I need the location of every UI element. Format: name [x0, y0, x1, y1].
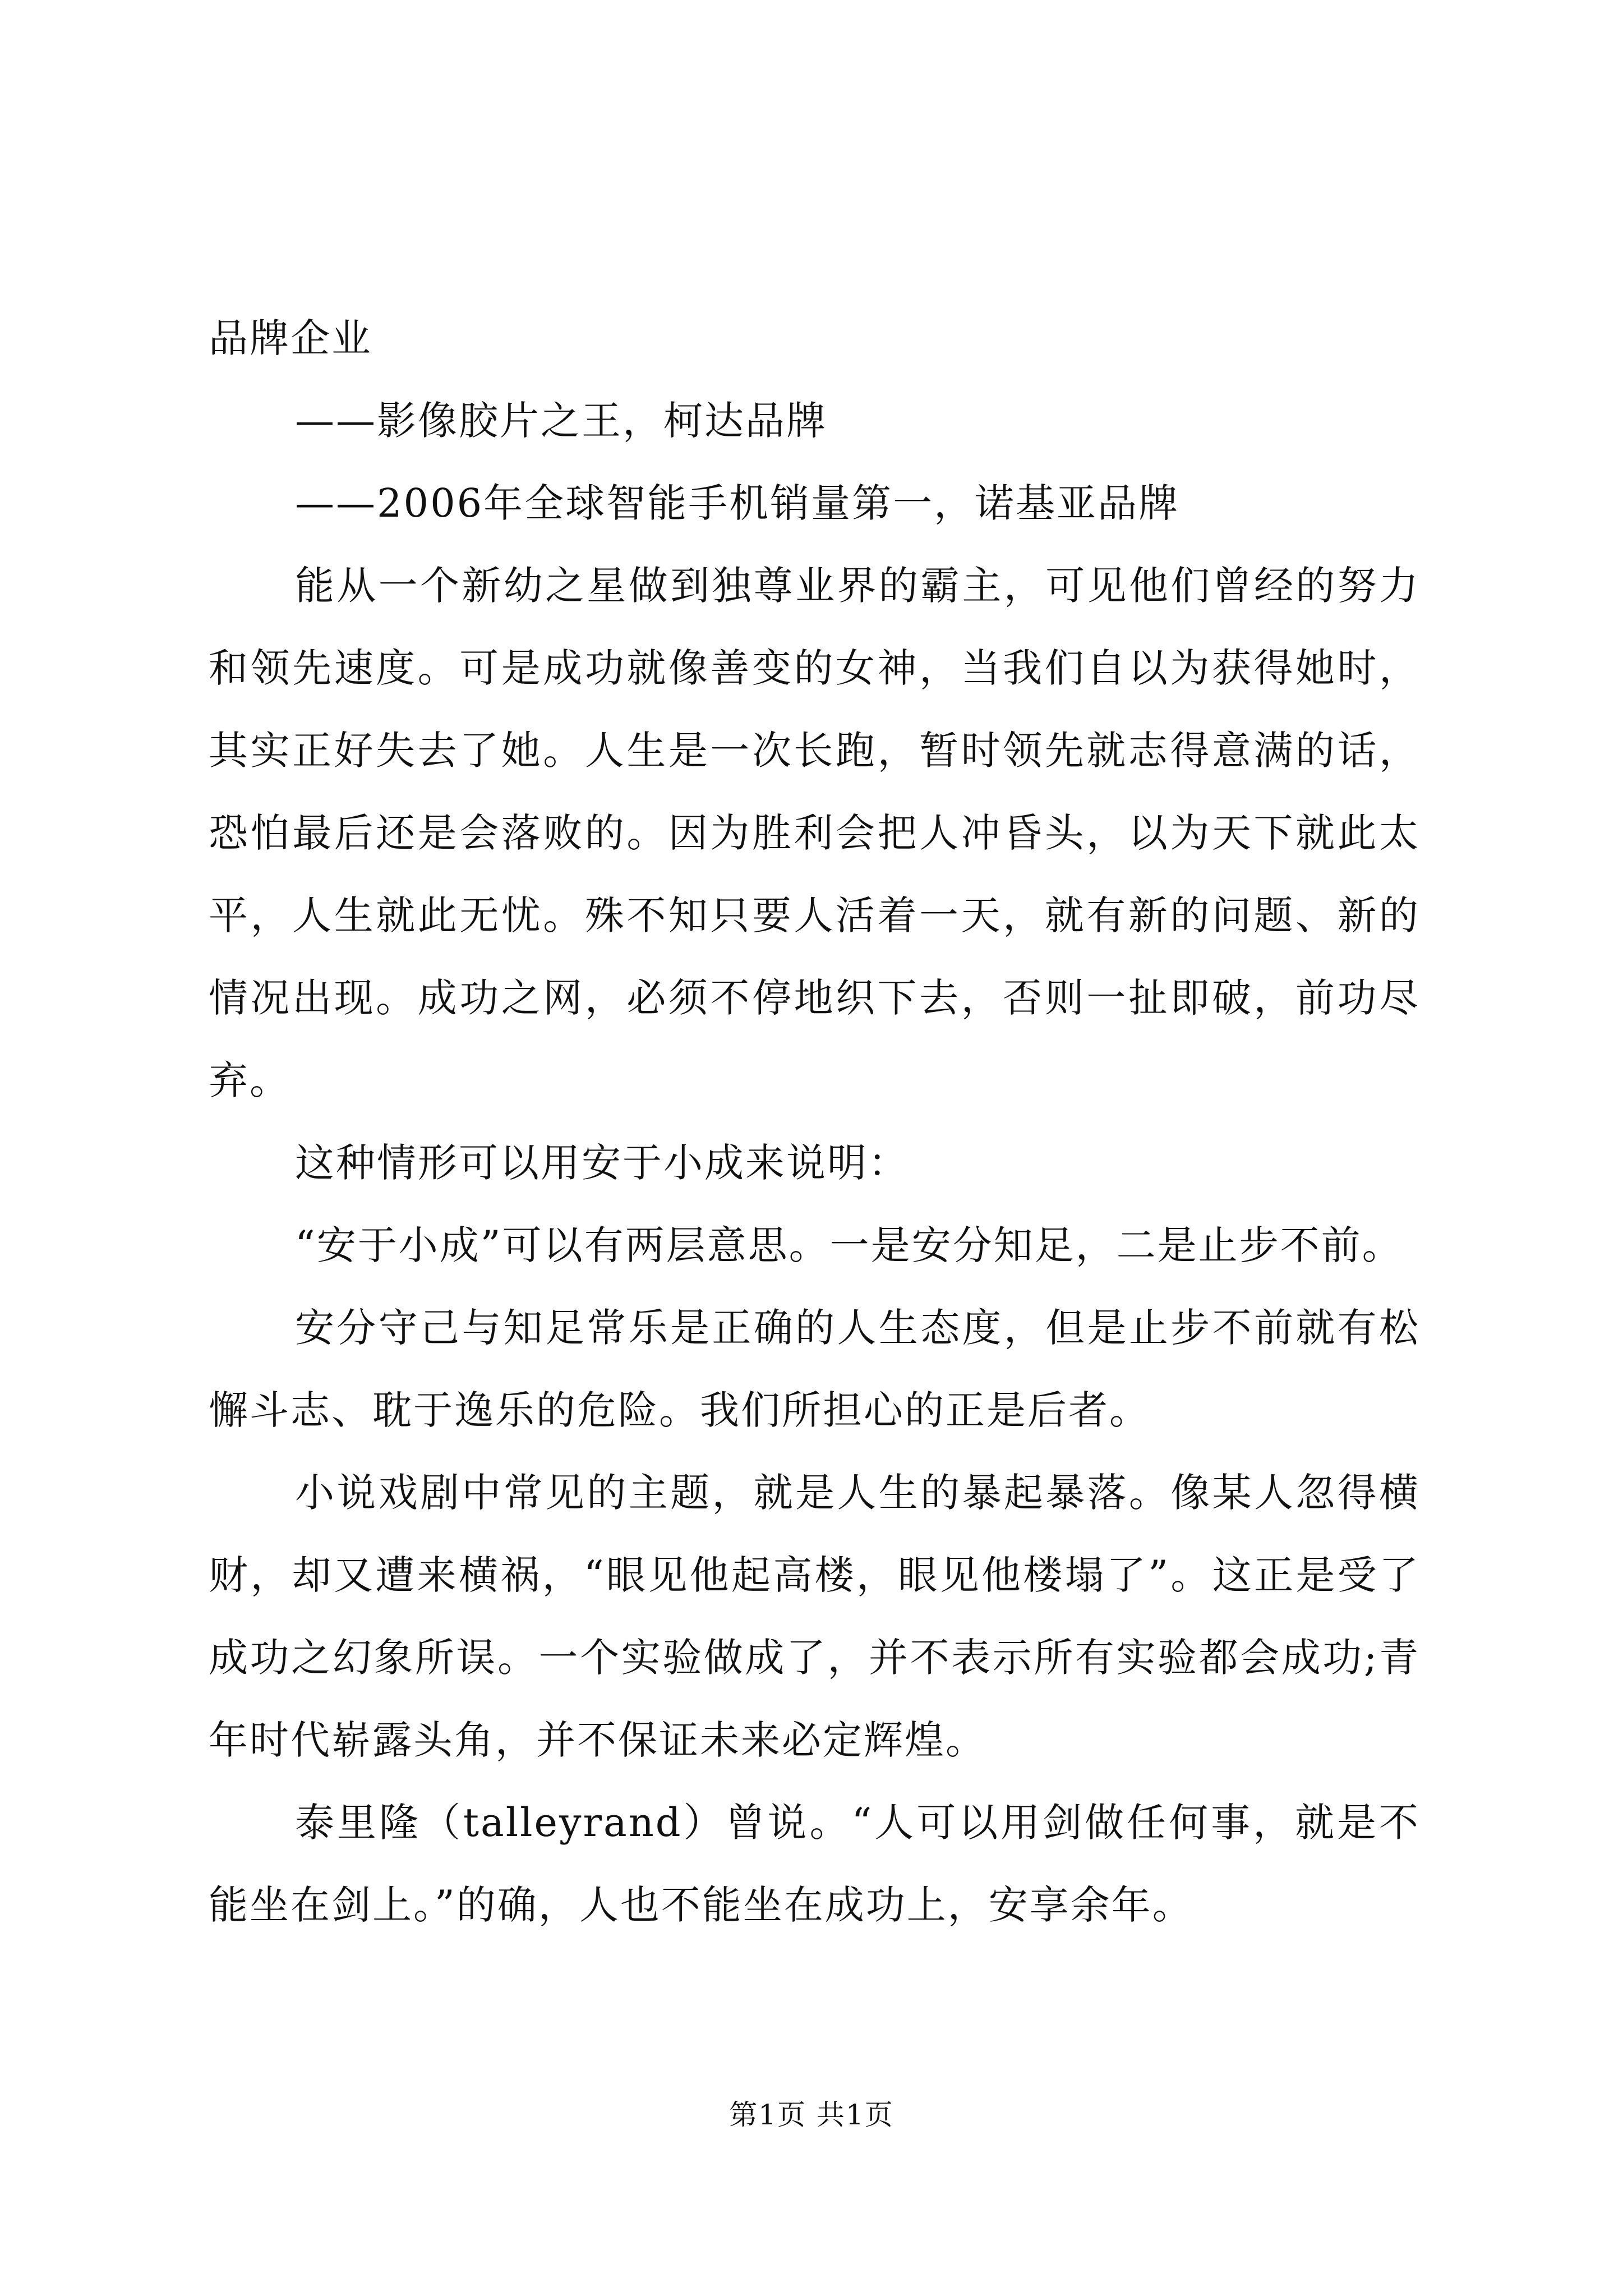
page-footer: 第1页 共1页 — [729, 2099, 894, 2131]
paragraph-kodak: ——影像胶片之王，柯达品牌 — [295, 398, 827, 444]
paragraph-success: 能从一个新幼之星做到独尊业界的霸主，可见他们曾经的努力和领先速度。可是成功就像善变的女神，当我们自以为获得她时，其实正好失去了她。人生是一次长跑，暂时领先就志得意满的话，恐怕最后还是会落败的。因为胜利会把人冲昏头，以为天下就此太平，人生就此无忧。殊不知只要人活着一天，就有新的问题、新的情况出现。成功之网，必须不停地织下去，否则一扯即破，前功尽弃。 — [209, 563, 1420, 1103]
paragraph-situation: 这种情形可以用安于小成来说明： — [295, 1140, 909, 1186]
paragraph-two-meanings: “安于小成”可以有两层意思。一是安分知足，二是止步不前。 — [295, 1222, 1403, 1268]
paragraph-talleyrand: 泰里隆（talleyrand）曾说。“人可以用剑做任何事，就是不能坐在剑上。”的确，人也不能坐在成功上，安享余年。 — [209, 1800, 1420, 1928]
paragraph-heading: 品牌企业 — [209, 315, 372, 361]
paragraph-rise-fall: 小说戏剧中常见的主题，就是人生的暴起暴落。像某人忽得横财，却又遭来横祸，“眼见他起高楼，眼见他楼塌了”。这正是受了成功之幻象所误。一个实验做成了，并不表示所有实验都会成功;青年时代崭露头角，并不保证未来必定辉煌。 — [209, 1470, 1420, 1763]
document-body — [209, 297, 1420, 1947]
paragraph-attitude: 安分守己与知足常乐是正确的人生态度，但是止步不前就有松懈斗志、耽于逸乐的危险。我们所担心的正是后者。 — [209, 1305, 1420, 1433]
paragraph-nokia: ——2006年全球智能手机销量第一，诺基亚品牌 — [295, 480, 1180, 526]
